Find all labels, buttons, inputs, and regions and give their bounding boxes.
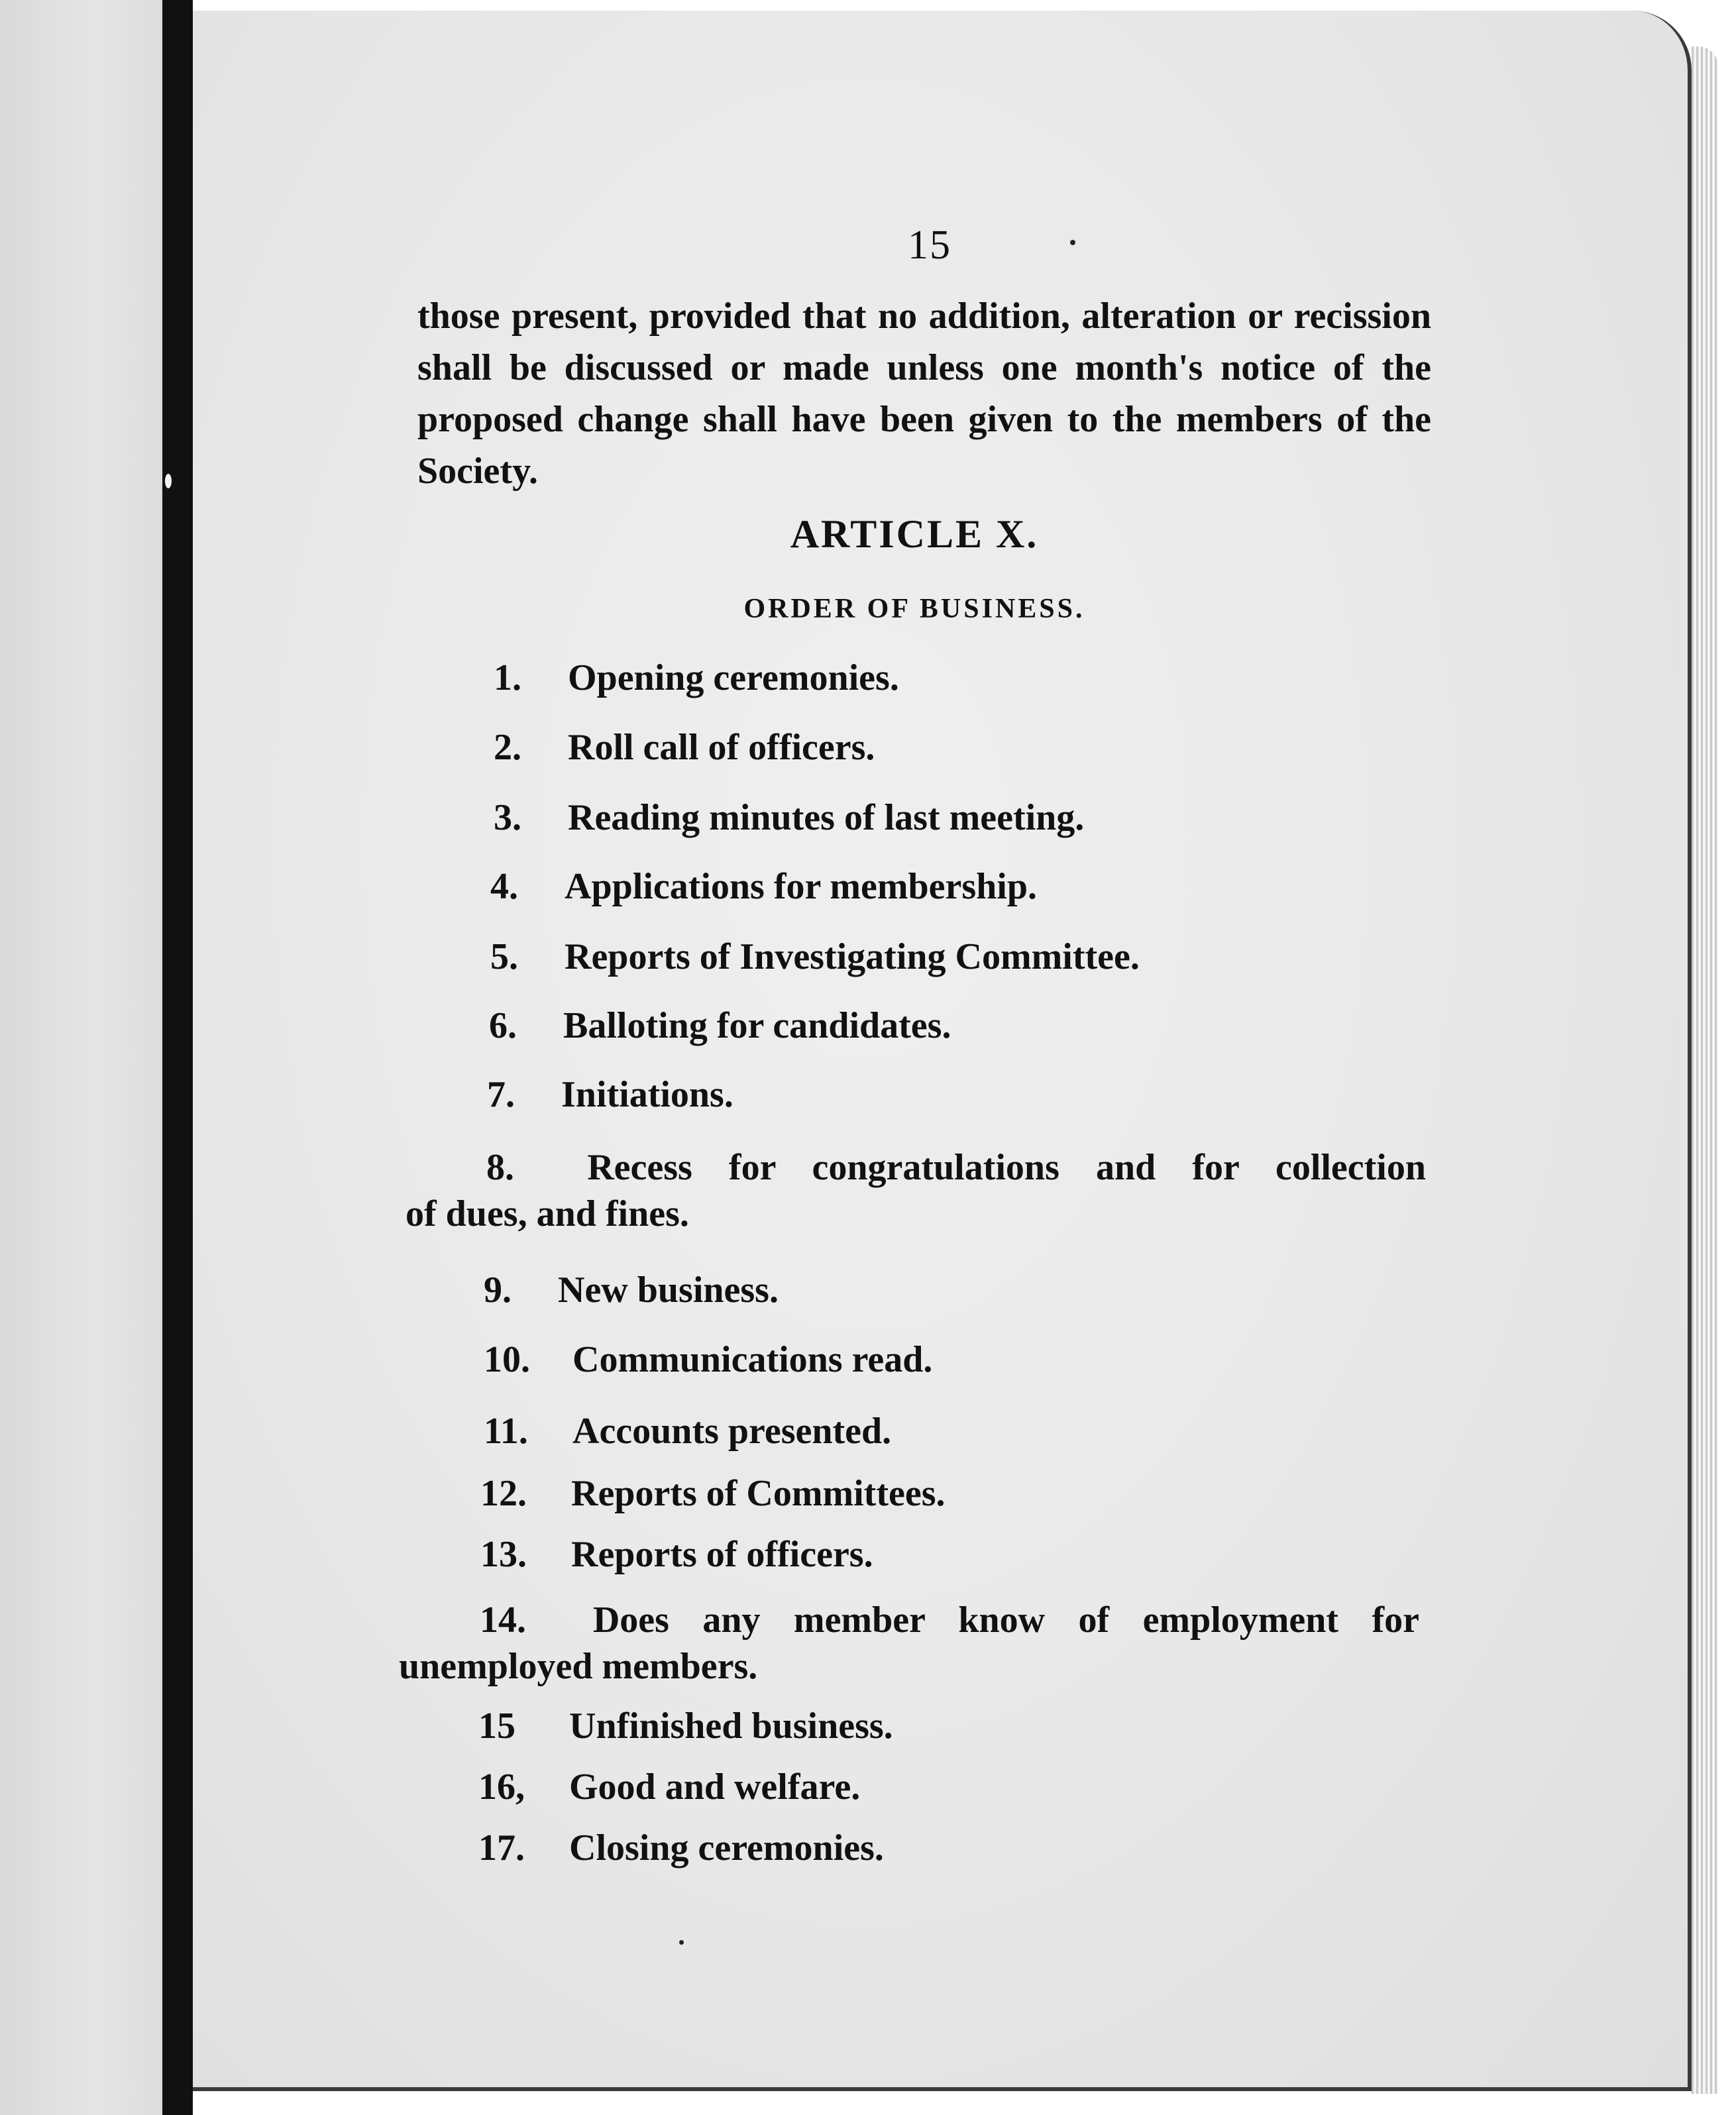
item-number: 17. [478,1827,525,1869]
item-text: Reports of Investigating Committee. [565,936,1140,977]
page-number: 15 [908,223,951,268]
scan-speck [679,1940,684,1945]
item-text: Closing ceremonies. [569,1827,884,1869]
list-item-wrapped [399,1597,1419,1690]
list-item [490,863,1037,910]
facing-page [0,0,162,2115]
item-number: 7. [487,1074,515,1115]
item-number: 5. [490,936,518,977]
item-text: Accounts presented. [572,1411,892,1452]
item-text: Recess for congratulations and for collection [587,1147,1426,1188]
item-text: Communications read. [572,1339,933,1380]
list-item [480,1470,945,1517]
book-gutter [162,0,193,2115]
item-number: 12. [480,1473,527,1514]
page-edges [1692,46,1718,2094]
list-item [484,1408,891,1454]
item-number: 11. [484,1411,528,1452]
item-text: Does any member know of employment for [592,1600,1419,1641]
list-item [484,1336,932,1383]
item-number: 8. [486,1147,514,1188]
list-item [480,1531,873,1578]
article-title: ARTICLE X. [790,512,1039,556]
scan-speck [1070,240,1075,245]
list-item [487,1071,733,1118]
item-line [399,1597,1419,1643]
list-item [494,794,1084,841]
item-text: Good and welfare. [569,1766,861,1808]
section-title: ORDER OF BUSINESS. [743,594,1085,624]
list-item [494,655,899,701]
item-number: 1. [494,657,521,698]
item-text: Applications for membership. [565,866,1037,907]
item-number: 4. [490,866,518,907]
list-item-wrapped [406,1144,1426,1237]
item-text: Initiations. [561,1074,733,1115]
item-text: New business. [558,1270,779,1311]
list-item [489,1003,951,1049]
item-continuation: of dues, and fines. [406,1193,689,1234]
scan-margin [1718,0,1736,2115]
item-text: Reports of Committees. [571,1473,946,1514]
item-text: Opening ceremonies. [568,657,899,698]
item-number: 16, [478,1766,525,1808]
list-item [478,1703,893,1749]
item-number: 6. [489,1005,517,1046]
item-text: Unfinished business. [569,1706,893,1747]
item-number: 10. [484,1339,530,1380]
list-item [484,1267,779,1313]
item-text: Balloting for candidates. [563,1005,951,1046]
item-number: 3. [494,797,521,838]
item-number: 15 [478,1706,515,1747]
intro-paragraph: those present, provided that no addition, alteration or recission shall be discussed or made unless one month's notice of the proposed change shall have been given to the members of the Society. [417,296,1431,492]
item-text: Roll call of officers. [568,727,875,768]
item-text: Reports of officers. [571,1534,873,1575]
list-item [478,1764,860,1810]
scan-speck [165,474,172,488]
item-number: 14. [480,1600,526,1641]
list-item [490,934,1140,980]
item-number: 13. [480,1534,527,1575]
list-item [494,724,875,771]
item-number: 2. [494,727,521,768]
item-continuation: unemployed members. [399,1646,758,1687]
list-item [478,1825,884,1871]
item-text: Reading minutes of last meeting. [568,797,1085,838]
item-line [406,1144,1426,1191]
item-number: 9. [484,1270,512,1311]
